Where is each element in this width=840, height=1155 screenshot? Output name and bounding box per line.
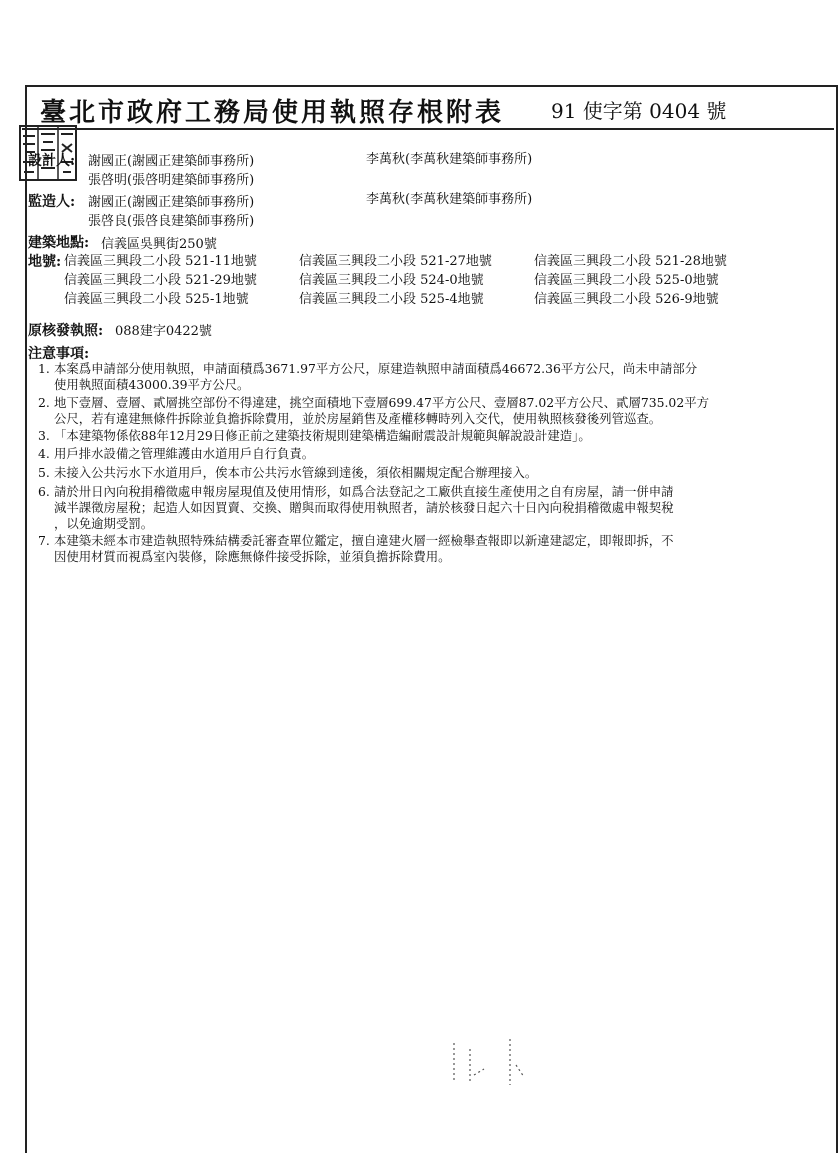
note-5 — [54, 465, 754, 481]
designer-name-1: 謝國正(謝國正建築師事務所) — [88, 154, 255, 169]
note-6-line-1: 請於卅日內向稅捐稽徵處申報房屋現值及使用情形，如爲合法登記之工廠供直接生產使用之自有房屋，請一併申請 — [54, 484, 674, 499]
note-3 — [54, 428, 754, 444]
original-permit-label: 原核發執照: — [28, 323, 104, 339]
lot-r3-c1: 信義區三興段二小段 525-1地號 — [64, 292, 249, 307]
note-1-number: 1. — [38, 361, 50, 376]
note-6-line-2: 減半課徵房屋稅；起造人如因買賣、交換、贈與而取得使用執照者，請於核發日起六十日內向稅捐稽徵處申報契稅 — [54, 500, 674, 515]
note-1-line-2: 使用執照面積43000.39平方公尺。 — [54, 377, 250, 392]
notes-label: 注意事項: — [28, 346, 90, 362]
lot-r2-c2: 信義區三興段二小段 524-0地號 — [299, 273, 484, 288]
note-2-line-1: 地下壹層、壹層、貳層挑空部份不得違建，挑空面積地下壹層699.47平方公尺、壹層87.02平方公尺、貳層735.02平方 — [54, 395, 709, 410]
note-2 — [54, 395, 754, 427]
lot-r3-c3: 信義區三興段二小段 526-9地號 — [534, 292, 719, 307]
note-5-number: 5. — [38, 465, 50, 480]
lot-r1-c1: 信義區三興段二小段 521-11地號 — [64, 254, 257, 269]
permit-number: 91 使字第 0404 號 — [551, 99, 727, 123]
note-6 — [54, 484, 754, 532]
lot-r1-c2: 信義區三興段二小段 521-27地號 — [299, 254, 492, 269]
lot-r3-c2: 信義區三興段二小段 525-4地號 — [299, 292, 484, 307]
note-2-line-2: 公尺，若有違建無條件拆除並負擔拆除費用，並於房屋銷售及產權移轉時列入交代，使用執照核發後列管巡查。 — [54, 411, 662, 426]
note-2-number: 2. — [38, 395, 50, 410]
lot-r2-c3: 信義區三興段二小段 525-0地號 — [534, 273, 719, 288]
form-title: 臺北市政府工務局使用執照存根附表 — [40, 98, 505, 128]
lot-r1-c3: 信義區三興段二小段 521-28地號 — [534, 254, 727, 269]
note-7-line-2: 因使用材質而視爲室內裝修，除應無條件接受拆除，並須負擔拆除費用。 — [54, 549, 451, 564]
original-permit-value: 088建字0422號 — [115, 324, 212, 339]
note-6-line-3: ，以免逾期受罰。 — [54, 516, 154, 531]
site-label: 建築地點: — [28, 235, 90, 251]
supervisor-name-1: 謝國正(謝國正建築師事務所) — [88, 195, 255, 210]
lot-r2-c1: 信義區三興段二小段 521-29地號 — [64, 273, 257, 288]
site-address: 信義區吳興街250號 — [101, 237, 217, 252]
supervisor-name-3: 李萬秋(李萬秋建築師事務所) — [366, 192, 533, 207]
supervisor-name-2: 張啓良(張啓良建築師事務所) — [88, 214, 255, 229]
designer-name-3: 李萬秋(李萬秋建築師事務所) — [366, 152, 533, 167]
note-7-number: 7. — [38, 533, 50, 548]
scan-artifact-icon — [440, 1035, 540, 1095]
note-7 — [54, 533, 754, 565]
designer-name-2: 張啓明(張啓明建築師事務所) — [88, 173, 255, 188]
note-4-line-1: 用戶排水設備之管理維護由水道用戶自行負責。 — [54, 446, 315, 461]
supervisor-label: 監造人: — [28, 194, 76, 210]
note-3-line-1: 「本建築物係依88年12月29日修正前之建築技術規則建築構造編耐震設計規範與解說設計建造」。 — [54, 428, 591, 443]
lots-label: 地號: — [28, 254, 62, 270]
note-7-line-1: 本建築未經本市建造執照特殊結構委託審查單位鑑定，擅自違建火層一經檢舉查報即以新違建認定，即報即拆，不 — [54, 533, 674, 548]
note-1 — [54, 361, 754, 393]
note-3-number: 3. — [38, 428, 50, 443]
note-6-number: 6. — [38, 484, 50, 499]
note-4 — [54, 446, 754, 462]
note-5-line-1: 未接入公共污水下水道用戶，俟本市公共污水管線到達後，須依相關規定配合辦理接入。 — [54, 465, 538, 480]
note-4-number: 4. — [38, 446, 50, 461]
designer-label: 設計人: — [28, 153, 76, 169]
note-1-line-1: 本案爲申請部分使用執照，申請面積爲3671.97平方公尺，原建造執照申請面積爲46672.36平方公尺，尚未申請部分 — [54, 361, 698, 376]
